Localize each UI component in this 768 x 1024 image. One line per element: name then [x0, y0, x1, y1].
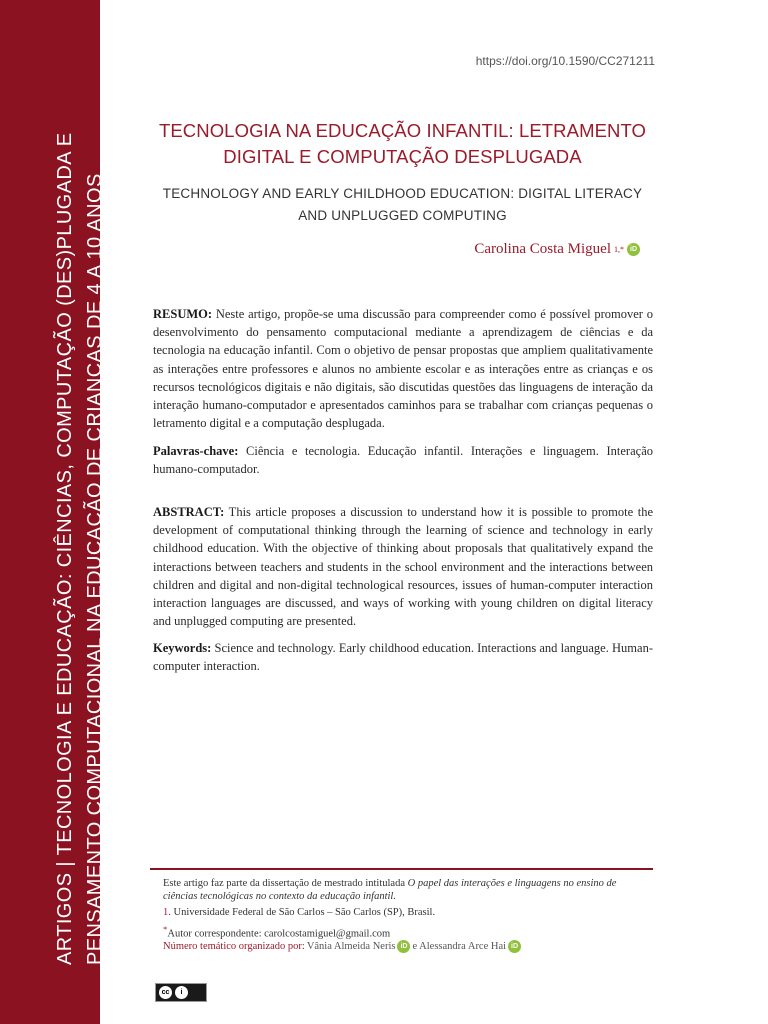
abstract-text: This article proposes a discussion to understand how it is possible to promote the development of computational thinking through the learning of science and technology in early childhood education. With the objective of thinking about proposals that qualitatively expand the interactions between teachers and students in the school environment and the interactions between children and digital and non-digital technological resources, issues of human-computer interaction interaction languages are discussed, and ways of working with young children on digital literacy and unplugged computing are presented. [153, 505, 653, 629]
abstract-paragraph [153, 503, 653, 630]
keywords-text: Science and technology. Early childhood education. Interactions and language. Human-computer interaction. [153, 641, 653, 674]
resumo-label: RESUMO: [153, 307, 213, 321]
footnote-divider [150, 868, 653, 870]
affiliation-text: Universidade Federal de São Carlos – São Carlos (SP), Brasil. [170, 907, 436, 918]
thematic-organizers-note [163, 940, 653, 953]
resumo-paragraph [153, 305, 653, 432]
article-subtitle: TECHNOLOGY AND EARLY CHILDHOOD EDUCATION: DIGITAL LITERACY AND UNPLUGGED COMPUTING [162, 186, 643, 223]
author-name: Carolina Costa Miguel [474, 241, 611, 257]
cc-icon: cc [159, 986, 172, 999]
attribution-icon: i [175, 986, 188, 999]
palavras-chave-label: Palavras-chave: [153, 444, 239, 458]
author-affiliation-mark: 1,* [614, 245, 624, 254]
dissertation-title: O papel das interações e linguagens no ensino de ciências tecnológicas no contexto da educação infantil. [163, 878, 617, 902]
keywords-paragraph [153, 639, 653, 675]
organizer-name-2: e Alessandra Arce Hai [412, 941, 507, 952]
affiliation-note [163, 906, 653, 919]
organizers-label: Número temático organizado por: [163, 941, 305, 952]
abstract-label: ABSTRACT: [153, 505, 225, 519]
corresponding-mark: * [163, 924, 168, 934]
article-title: TECNOLOGIA NA EDUCAÇÃO INFANTIL: LETRAMENTO DIGITAL E COMPUTAÇÃO DESPLUGADA [158, 120, 647, 167]
orcid-icon[interactable]: iD [627, 243, 640, 256]
affiliation-number: 1. [163, 907, 171, 918]
keywords-label: Keywords: [153, 641, 212, 655]
corresponding-text: Autor correspondente: carolcostamiguel@gmail.com [167, 928, 391, 940]
journal-sidebar [0, 0, 106, 1024]
orcid-icon[interactable]: iD [508, 940, 521, 953]
resumo-text: Neste artigo, propõe-se uma discussão para compreender como é possível promover o desenvolvimento do pensamento computacional mediante a aprendizagem de ciências e da tecnologia na educação infantil. Com o objetivo de pensar propostas que ampliem qualitativamente as interações entre professores e alunos no ambiente escolar e as interações entre as crianças e os recursos tecnológicos digitais e não digitais, são discutidas questões das linguagens de interação da interação humano-computador e apresentados caminhos para se trabalhar com crianças pequenas o letramento digital e a computação desplugada. [153, 307, 653, 431]
section-heading-line2: PENSAMENTO COMPUTACIONAL NA EDUCAÇÃO DE CRIANÇAS DE 4 A 10 ANOS [84, 173, 106, 965]
orcid-icon[interactable]: iD [397, 940, 410, 953]
palavras-chave-text: Ciência e tecnologia. Educação infantil. Interações e linguagem. Interação humano-computador. [153, 444, 653, 477]
corresponding-author-note [163, 923, 653, 941]
cc-by-license-badge[interactable] [155, 983, 207, 1002]
section-heading [50, 105, 110, 965]
organizer-name-1: Vânia Almeida Neris [306, 941, 396, 952]
dissertation-note-prefix: Este artigo faz parte da dissertação de mestrado intitulada [163, 878, 408, 889]
author-line [474, 241, 640, 258]
palavras-chave-paragraph [153, 442, 653, 478]
doi-link[interactable]: https://doi.org/10.1590/CC271211 [475, 54, 655, 68]
dissertation-note [163, 877, 653, 903]
section-heading-line1: ARTIGOS | TECNOLOGIA E EDUCAÇÃO: CIÊNCIAS, COMPUTAÇÃO (DES)PLUGADA E [54, 132, 76, 965]
